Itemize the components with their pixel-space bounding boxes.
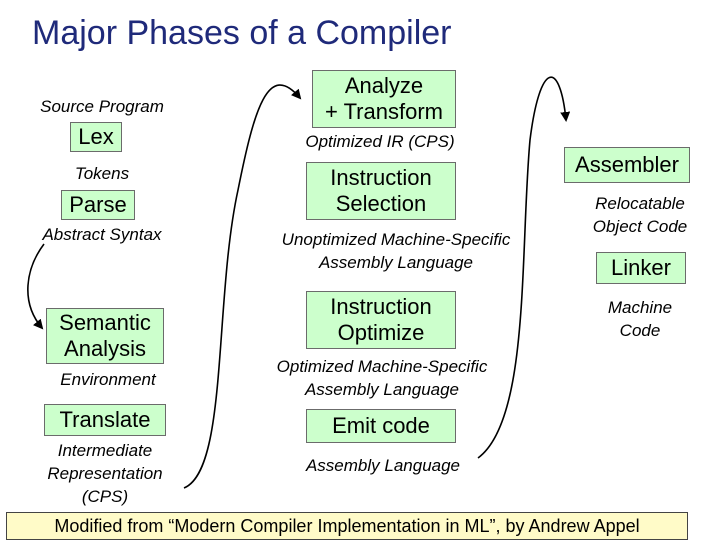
machine-line2: Code — [619, 320, 661, 340]
isel-line2: Selection — [335, 191, 427, 216]
semantic-line1: Semantic — [59, 309, 151, 335]
phase-emit-code: Emit code — [306, 409, 456, 443]
unoptimized-line1: Unoptimized Machine-Specific — [281, 230, 511, 249]
phase-parse: Parse — [61, 190, 135, 220]
iopt-line1: Instruction — [330, 293, 432, 319]
intermediate-line1: Intermediate — [57, 441, 153, 460]
label-environment: Environment — [60, 370, 156, 389]
semantic-line2: Analysis — [64, 336, 146, 361]
page-title: Major Phases of a Compiler — [32, 14, 452, 52]
relocatable-line2: Object Code — [592, 216, 688, 236]
relocatable-line1: Relocatable — [595, 194, 685, 213]
optimized-ms-line2: Assembly Language — [304, 379, 460, 399]
analyze-line2: + Transform — [325, 99, 443, 124]
arrow-assembly-to-assembler — [478, 77, 566, 458]
unoptimized-line2: Assembly Language — [318, 252, 474, 272]
optimized-ms-line1: Optimized Machine-Specific — [276, 357, 488, 376]
label-source-program: Source Program — [40, 97, 164, 116]
label-optimized-ir: Optimized IR (CPS) — [305, 132, 455, 151]
phase-assembler: Assembler — [564, 147, 690, 183]
phase-translate: Translate — [44, 404, 166, 436]
isel-line1: Instruction — [330, 164, 432, 190]
machine-line1: Machine — [607, 298, 673, 317]
iopt-line2: Optimize — [337, 320, 425, 345]
arrow-intermediate-to-analyze — [184, 85, 300, 488]
intermediate-line2: Representation — [47, 463, 163, 483]
phase-lex: Lex — [70, 122, 122, 152]
intermediate-line3: (CPS) — [81, 486, 129, 506]
analyze-line1: Analyze — [344, 72, 424, 98]
label-abstract-syntax: Abstract Syntax — [42, 225, 162, 244]
phase-linker: Linker — [596, 252, 686, 284]
label-tokens: Tokens — [74, 164, 130, 183]
attribution-footer: Modified from “Modern Compiler Implementation in ML”, by Andrew Appel — [6, 512, 688, 540]
arrow-abstract-to-semantic — [28, 244, 44, 328]
label-assembly-language: Assembly Language — [305, 456, 461, 475]
